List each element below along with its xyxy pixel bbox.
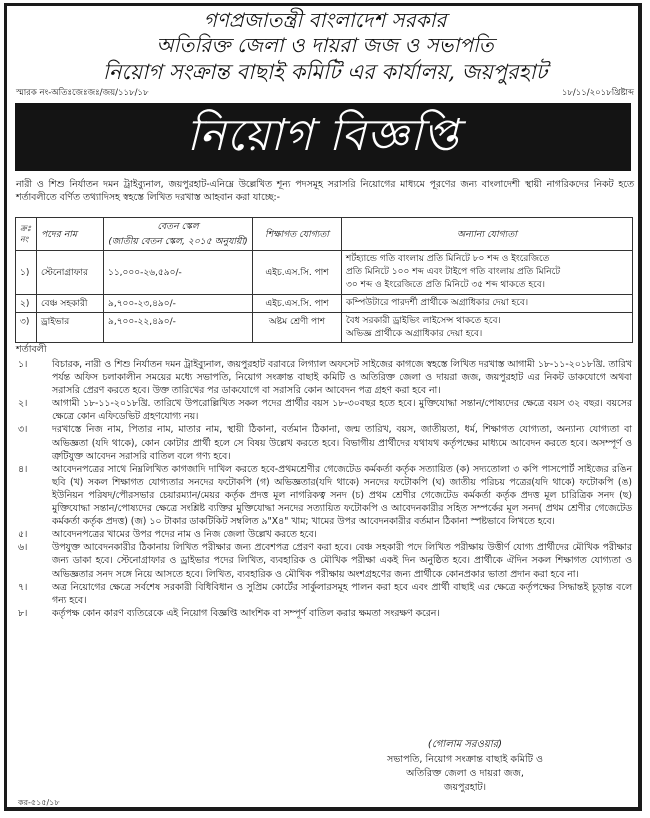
- term-number: ২।: [18, 398, 28, 410]
- cell-serial: ২): [16, 295, 37, 313]
- term-number: ৪।: [18, 463, 28, 475]
- term-number: ১।: [18, 359, 28, 370]
- other-line: প্রতি মিনিটে ১০০ শব্দ এবং টাইপে গতি বাংলায় প্রতি মিনিটে: [346, 267, 561, 277]
- notice-banner: নিয়োগ বিজ্ঞপ্তি: [15, 103, 631, 171]
- header-pay-line2: (জাতীয় বেতন স্কেল, ২০১৫ অনুযায়ী): [108, 236, 248, 247]
- cell-serial: ১): [16, 251, 37, 295]
- govt-title: গণপ্রজাতন্ত্রী বাংলাদেশ সরকার: [203, 8, 447, 32]
- term-number: ৮।: [18, 607, 28, 619]
- term-item: [16, 581, 632, 607]
- cell-pay: ১১,০০০-২৬,৫৯০/-: [104, 251, 253, 295]
- notice-date: ১৮/১১/২০১৮খ্রিষ্টাব্দ: [561, 88, 634, 98]
- header-other: অন্যান্য যোগ্যতা: [342, 218, 633, 251]
- terms-list: [16, 358, 632, 620]
- term-text: আবেদনপত্রের খামের উপর পদের নাম ও নিজ জেলা উল্লেখ করতে হবে।: [52, 529, 317, 541]
- term-item: [16, 397, 632, 423]
- cell-pay: ৯,৭০০-২২,৪৯০/-: [104, 313, 253, 343]
- cell-education: এইচ.এস.সি. পাশ: [253, 251, 342, 295]
- term-item: [16, 541, 632, 580]
- term-text: আগামী ১৮-১১-২০১৮খ্রি. তারিখে উপরোল্লিখিত সকল পদের প্রার্থীর বয়স ১৮-৩০বছর হতে হবে। মুক্তিযোদ্ধা সন্তান/পোষ্যদের ক্ষেত্রে বয়স ৩২ বছর। বয়সের ক্ষেত্রে কোন এফিডেভিট গ্রহণযোগ্য নয়।: [52, 398, 632, 423]
- other-line: কম্পিউটারে পারদর্শী প্রার্থীকে অগ্রাধিকার দেয়া হবে।: [346, 298, 529, 308]
- committee-title: নিয়োগ সংক্রান্ত বাছাই কমিটি এর কার্যালয়, জয়পুরহাট: [102, 60, 548, 84]
- header-serial: ক্রঃ নং: [16, 218, 37, 251]
- cell-education: অষ্টম শ্রেণী পাশ: [253, 313, 342, 343]
- terms-heading: শর্তাবলী: [16, 344, 47, 355]
- cell-post: ড্রাইভার: [37, 313, 104, 343]
- cell-other: [342, 313, 633, 343]
- term-text: আবেদনপত্রের সাথে নিম্নলিখিত কাগজাদি দাখিল করতে হবে-প্রথমশ্রেণীর গেজেটেড কর্মকর্তা কর্তৃক সত্যায়িত (ক) সদ্যতোলা ৩ কপি পাসপোর্ট সাইজের রঙিন ছবি (খ) সকল শিক্ষাগত যোগ্যতার সনদের ফটোকপি (গ) অভিজ্ঞতার(যদি থাকে) সনদের ফটোকপি (ঘ) জাতীয় পরিচয় পত্রের(যদি থাকে) ফটোকপি (ঙ) ইউনিয়ন পরিষদ/পৌরসভার চেয়ারম্যান/মেয়র কর্তৃক প্রদত্ত মূল নাগরিকত্ব সনদ (চ) প্রথম শ্রেণীর গেজেটেড কর্মকর্তা কর্তৃক প্রদত্ত মূল চারিত্রিক সনদ (ছ) মুক্তিযোদ্ধা সন্তান/পোষ্যদের ক্ষেত্রে সংশ্লিষ্ট ব্যক্তির মুক্তিযোদ্ধা সনদের সত্যায়িত ফটোকপি ও আবেদনকারীর সহিত সম্পর্কের মূল সনদ( প্রথম শ্রেণীর গেজেটেড কর্মকর্তা কর্তৃক প্রদত্ত) (জ) ১০ টাকার ডাকটিকিট সম্বলিত ৯"X৪" খাম; খামের উপর আবেদনকারীর বর্তমান ঠিকানা স্পষ্টভাবে লিখতে হবে।: [52, 463, 632, 528]
- table-row: [16, 295, 633, 313]
- cell-other: [342, 251, 633, 295]
- term-text: বিচারক, নারী ও শিশু নির্যাতন দমন ট্রাইব্যুনাল, জয়পুরহাট বরাবরে লিগ্যাল অফসেট সাইজের কাগজে স্বহস্তে লিখিত দরখাস্ত আগামী ১৮-১১-২০১৮খ্রি. তারিখ পর্যন্ত অফিস চলাকালীন সময়ের মধ্যে সভাপতি, নিয়োগ সংক্রান্ত বাছাই কমিটি ও অতিরিক্ত জেলা ও দায়রা জজ, জয়পুরহাট এর নিকট ডাকযোগে অথবা সরাসরি প্রেরণ করতে হবে। উক্ত তারিখের পর ডাকযোগে বা সরাসরি কোন আবেদন পত্র গ্রহণ করা হবে না।: [52, 359, 632, 397]
- term-item: [16, 607, 632, 620]
- footer-code: কর-৫১৫/১৮: [18, 798, 60, 807]
- header-pay-scale: [104, 218, 253, 251]
- other-line: বৈধ সরকারী ড্রাইভিং লাইসেন্স থাকতে হবে।: [346, 315, 501, 326]
- term-item: [16, 463, 632, 528]
- header-pay-line1: বেতন স্কেল: [157, 221, 199, 232]
- term-text: উপযুক্ত আবেদনকারীর ঠিকানায় লিখিত পরীক্ষার জন্য প্রবেশপত্র প্রেরণ করা হবে। বেঞ্চ সহকারী পদে লিখিত পরীক্ষায় উত্তীর্ণ যোগ্য প্রার্থীদের মৌখিক পরীক্ষার জন্য ডাকা হবে। স্টেনোগ্রাফার ও ড্রাইভার পদের লিখিত, ব্যবহারিক ও মৌখিক পরীক্ষা একই দিন অনুষ্ঠিত হবে। প্রার্থীকে ঐদিন সকল শিক্ষাগত যোগ্যতা ও অভিজ্ঞতার সনদ সঙ্গে নিয়ে আসতে হবে। লিখিত, ব্যবহারিক ও মৌখিক পরীক্ষায় অংশগ্রহণের জন্য প্রার্থীকে কোনপ্রকার ভাতা প্রদান করা হবে না।: [52, 542, 632, 580]
- office-title: অতিরিক্ত জেলা ও দায়রা জজ ও সভাপতি: [156, 33, 494, 57]
- term-number: ৬।: [18, 542, 28, 554]
- table-header-row: [16, 218, 633, 251]
- term-text: দরখাস্তে নিজ নাম, পিতার নাম, মাতার নাম, স্থায়ী ঠিকানা, বর্তমান ঠিকানা, জন্ম তারিখ, বয়স, জাতীয়তা, ধর্ম, শিক্ষাগত যোগ্যতা, অন্যান্য যোগ্যতা বা অভিজ্ঞতা (যদি থাকে), কোন কোটার প্রার্থী হলে সে বিষয় উল্লেখ করতে হবে। বিভাগীয় প্রার্থীদের যথাযথ কর্তৃপক্ষের মাধ্যমে আবেদন করতে হবে। অসম্পূর্ণ ও ত্রুটিযুক্ত আবেদন সরাসরি বাতিল বলে গণ্য হবে।: [52, 424, 632, 462]
- term-item: [16, 358, 632, 397]
- other-line: অভিজ্ঞ প্রার্থীকে অগ্রাধিকার দেয়া হবে।: [346, 328, 483, 339]
- signatory-location: জয়পুরহাট।: [443, 782, 487, 793]
- term-number: ৫।: [18, 529, 28, 541]
- cell-pay: ৯,৭০০-২৩,৪৯০/-: [104, 295, 253, 313]
- term-item: [16, 528, 632, 541]
- header-post: পদের নাম: [37, 218, 104, 251]
- term-number: ৭।: [18, 581, 28, 593]
- term-item: [16, 423, 632, 462]
- memo-number: স্মারক নং-অতিঃজেঃজঃ/জয়/১১৮/১৮: [16, 88, 149, 98]
- other-line: ৩০ শব্দ ও ইংরেজিতে প্রতি মিনিটে ৩৫ শব্দ থাকতে হবে।: [346, 280, 545, 290]
- cell-other: [342, 295, 633, 313]
- signatory-designation: সভাপতি, নিয়োগ সংক্রান্ত বাছাই কমিটি ও: [387, 754, 543, 765]
- signatory-office: অতিরিক্ত জেলা ও দায়রা জজ,: [406, 768, 524, 779]
- signatory-name: (গোলাম সরওয়ার): [427, 739, 503, 750]
- cell-education: এইচ.এস.সি. পাশ: [253, 295, 342, 313]
- term-text: অত্র নিয়োগের ক্ষেত্রে সর্বশেষ সরকারী বিধিবিধান ও সুপ্রিম কোর্টের সার্কুলারসমূহ পালন করা হবে এবং প্রার্থী বাছাই এর ক্ষেত্রে কর্তৃপক্ষের সিদ্ধান্তই চূড়ান্ত বলে গন্য হবে।: [52, 581, 632, 606]
- cell-post: স্টেনোগ্রাফার: [37, 251, 104, 295]
- term-text: কর্তৃপক্ষ কোন কারণ ব্যতিরেকে এই নিয়োগ বিজ্ঞপ্তি আংশিক বা সম্পূর্ণ বাতিল করার ক্ষমতা সংরক্ষণ করেন।: [52, 607, 440, 619]
- intro-paragraph: নারী ও শিশু নির্যাতন দমন ট্রাইব্যুনাল, জয়পুরহাট-এনিম্নে উল্লেখিত শূন্য পদসমূহ সরাসরি নিয়োগের মাধ্যমে পূরণের জন্য বাংলাদেশী স্থায়ী নাগরিকদের নিকট হতে শর্তাবলীতে বর্ণিত তথ্যাদিসহ স্বহস্তে লিখিত দরখাস্ত আহবান করা যাচ্ছে:-: [16, 179, 634, 203]
- vacancy-table: [15, 217, 633, 343]
- other-line: শর্টহ্যান্ডে গতি বাংলায় প্রতি মিনিটে ৮০ শব্দ ও ইংরেজিতে: [346, 254, 550, 264]
- table-row: [16, 313, 633, 343]
- header-education: শিক্ষাগত যোগ্যতা: [253, 218, 342, 251]
- table-row: [16, 251, 633, 295]
- cell-post: বেঞ্চ সহকারী: [37, 295, 104, 313]
- cell-serial: ৩): [16, 313, 37, 343]
- term-number: ৩।: [18, 424, 28, 436]
